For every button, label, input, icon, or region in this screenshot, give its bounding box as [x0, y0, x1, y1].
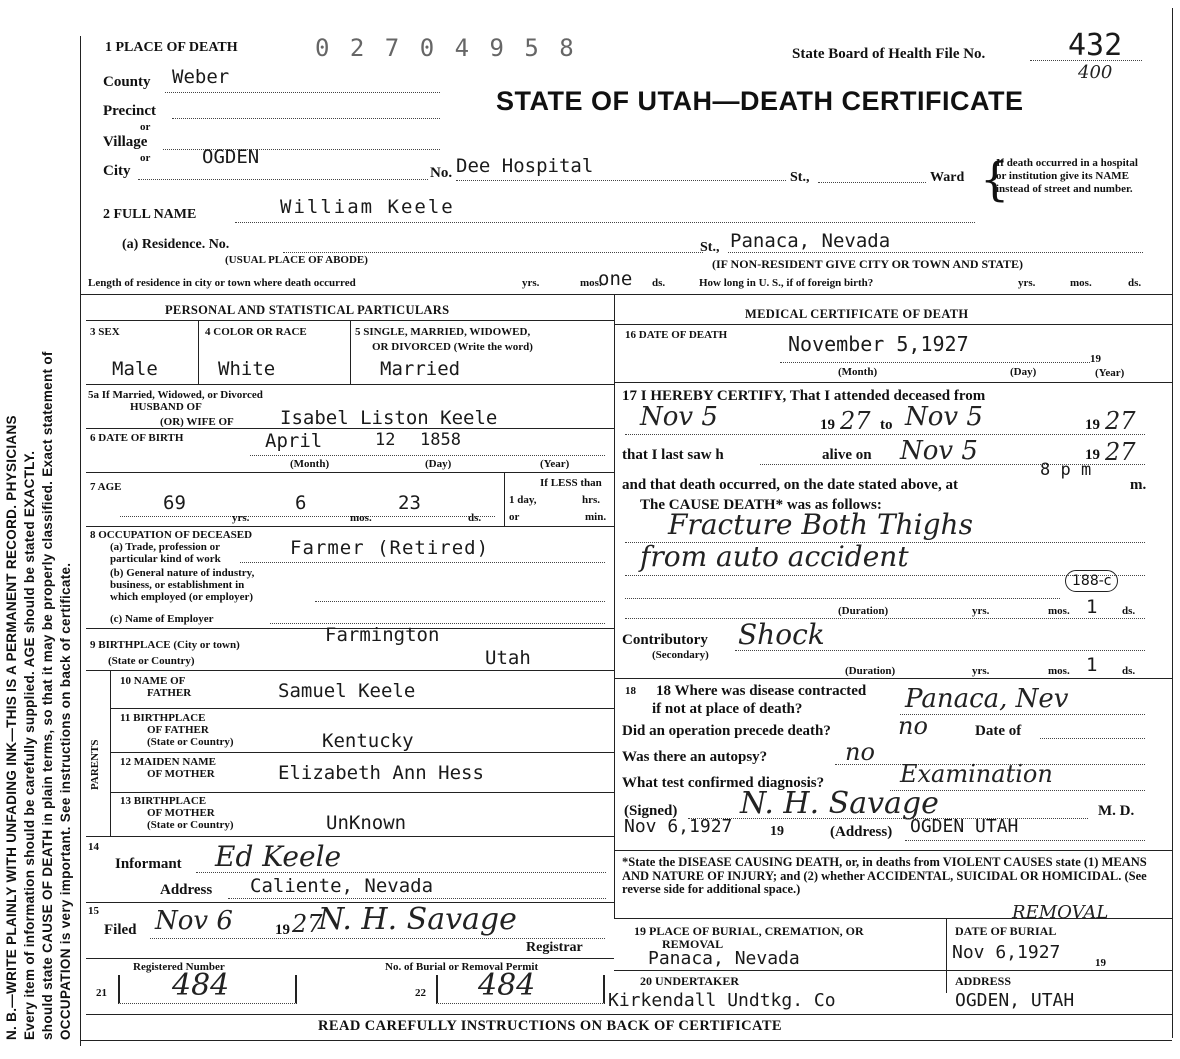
filed-date: Nov 6 [155, 906, 233, 936]
birthplace-sub: (State or Country) [108, 655, 195, 667]
residence-value: Panaca, Nevada [730, 230, 891, 252]
burial-date: Nov 6,1927 [952, 942, 1061, 963]
occupation-label: 8 OCCUPATION OF DECEASED [90, 529, 253, 541]
spouse-label-1: 5a If Married, Widowed, or Divorced [88, 389, 263, 401]
spouse-label-2: HUSBAND OF [130, 401, 202, 413]
city-value: OGDEN [202, 146, 260, 168]
cause-label: The CAUSE DEATH* was as follows: [640, 497, 882, 513]
father-row-line [110, 708, 614, 709]
medical-section-title: MEDICAL CERTIFICATE OF DEATH [745, 307, 969, 321]
spouse-value: Isabel Liston Keele [280, 407, 498, 429]
marital-label-1: 5 SINGLE, MARRIED, WIDOWED, [355, 326, 531, 338]
residence-note: (IF NON-RESIDENT GIVE CITY OR TOWN AND STATE) [712, 257, 1024, 271]
how-long-yrs: yrs. [1018, 277, 1036, 289]
contracted-value: Panaca, Nev [905, 684, 1069, 714]
reg-number-label: Registered Number [133, 961, 225, 973]
city-line [138, 179, 428, 180]
attended-to: Nov 5 [905, 402, 983, 432]
mother-bp-label-3: (State or Country) [147, 819, 234, 831]
county-label: County [103, 74, 151, 90]
residence-city-line [728, 252, 1143, 253]
age-row-line [86, 526, 614, 527]
occupation-b2: business, or establishment in [110, 579, 245, 591]
md-label: M. D. [1098, 803, 1135, 819]
contracted-no: 18 [625, 685, 636, 697]
full-name-line [235, 222, 975, 223]
alive-year-prefix: 19 [1085, 447, 1100, 463]
autopsy-value: no [845, 738, 875, 766]
spouse-label-3: (OR) WIFE OF [160, 416, 234, 428]
father-label-2: FATHER [147, 687, 192, 699]
length-label: Length of residence in city or town where death occurred [88, 277, 356, 289]
filed-year: 27 [292, 910, 323, 938]
date-row-line [614, 382, 1172, 383]
occupation-value: Farmer (Retired) [290, 537, 490, 559]
date-of-death-line [780, 362, 1090, 363]
date-of-death-value: November 5,1927 [788, 332, 969, 356]
contributory-row-line [614, 678, 1172, 679]
alive-on-label: alive on [822, 447, 872, 463]
burial-row-line [614, 970, 1172, 971]
birthplace-state: Utah [485, 647, 531, 669]
occurred-label: and that death occurred, on the date stated above, at [622, 477, 958, 493]
how-long-ds: ds. [1128, 277, 1142, 289]
informant-address-line [228, 898, 606, 899]
duration-1-days: 1 [1086, 596, 1098, 618]
date-year-prefix: 19 [1090, 353, 1101, 365]
age-days: 23 [398, 492, 421, 514]
filed-year-prefix: 19 [275, 922, 290, 938]
occupation-b: (b) General nature of industry, [110, 567, 255, 579]
dob-day: 12 [375, 430, 396, 450]
father-bp-value: Kentucky [322, 730, 414, 752]
or-2: or [140, 152, 151, 164]
operation-value: no [898, 712, 928, 740]
occupation-a2: particular kind of work [110, 553, 221, 565]
mother-row-line [110, 792, 614, 793]
personal-section-title: PERSONAL AND STATISTICAL PARTICULARS [165, 303, 450, 317]
st-line [818, 182, 926, 183]
duration-2-days: 1 [1086, 654, 1098, 676]
dob-month: April [265, 430, 323, 452]
cause-2: from auto accident [640, 540, 909, 573]
cause-1: Fracture Both Thighs [668, 508, 973, 541]
village-label: Village [103, 134, 148, 150]
undertaker-address: OGDEN, UTAH [955, 990, 1075, 1011]
residence-sub: (USUAL PLACE OF ABODE) [225, 254, 368, 266]
serial-stamp: 0 2 7 0 4 9 5 8 [315, 34, 577, 62]
parents-bottom-line [86, 836, 614, 837]
side-note-4: OCCUPATION is very important. See instructions on back of certificate. [58, 562, 73, 1040]
filed-row-line [86, 958, 614, 959]
signed-line [688, 818, 1088, 819]
residence-line [283, 252, 703, 253]
contracted-label-2: if not at place of death? [652, 701, 803, 717]
burial-permit-value: 484 [478, 968, 536, 1003]
father-bp-label-1: 11 BIRTHPLACE [120, 712, 206, 724]
reg-number-value: 484 [172, 968, 230, 1003]
center-divider [614, 294, 615, 918]
alive-on: Nov 5 [900, 436, 978, 466]
date-of-death-label: 16 DATE OF DEATH [625, 329, 728, 341]
attended-to-year-prefix: 19 [1085, 417, 1100, 433]
contracted-label-1: 18 Where was disease contracted [656, 683, 867, 699]
sex-row-line [86, 384, 614, 385]
reg-no-prefix: 21 [96, 987, 107, 999]
to-label: to [880, 417, 893, 433]
occupation-b-line [315, 601, 605, 602]
footer-top-line [86, 1014, 1172, 1015]
birthplace-label: 9 BIRTHPLACE (City or town) [90, 639, 240, 651]
dob-row-line [86, 472, 614, 473]
address-value: OGDEN UTAH [910, 816, 1019, 837]
no-label: No. [430, 165, 453, 181]
color-divider [350, 320, 351, 384]
mother-bp-label-1: 13 BIRTHPLACE [120, 795, 207, 807]
mother-bp-label-2: OF MOTHER [147, 807, 215, 819]
contributory-value: Shock [738, 618, 825, 651]
attended-line [625, 434, 1145, 435]
less-min: min. [585, 511, 607, 523]
test-value: Examination [900, 760, 1053, 788]
duration-1-mos: mos. [1048, 605, 1070, 617]
sex-value: Male [112, 358, 158, 380]
age-mos-caption: mos. [350, 512, 372, 524]
side-note-1: N. B.—WRITE PLAINLY WITH UNFADING INK—THIS IS A PERMANENT RECORD. PHYSICIANS [4, 415, 19, 1040]
mother-bp-value: UnKnown [326, 812, 407, 834]
county-value: Weber [172, 66, 230, 88]
dob-day-caption: (Day) [425, 458, 452, 470]
full-name-label: 2 FULL NAME [103, 207, 197, 222]
test-label: What test confirmed diagnosis? [622, 775, 825, 791]
date-of-label: Date of [975, 723, 1022, 739]
informant-line [196, 872, 606, 873]
age-yrs-caption: yrs. [232, 512, 250, 524]
ward-brace: { [980, 152, 1010, 206]
attended-from-year-prefix: 19 [820, 417, 835, 433]
registrar-signature: N. H. Savage [318, 902, 517, 937]
attended-from-year: 27 [840, 407, 871, 435]
dob-line [250, 455, 605, 456]
less-label-1: If LESS than [540, 477, 602, 489]
autopsy-label: Was there an autopsy? [622, 749, 768, 765]
father-bp-row-line [110, 752, 614, 753]
less-or: or [509, 511, 520, 523]
informant-label: Informant [115, 856, 182, 872]
sex-label: 3 SEX [90, 326, 120, 338]
frame-left [80, 36, 81, 1046]
file-no: 432 [1068, 28, 1123, 63]
less-divider [504, 472, 505, 526]
address-line [905, 840, 1145, 841]
signed-label: (Signed) [624, 803, 678, 819]
occupation-a: (a) Trade, profession or [110, 541, 220, 553]
time-value: 8 p m [1040, 460, 1092, 480]
ward-note: If death occurred in a hospital or institution give its NAME instead of street and number. [996, 157, 1138, 195]
burial-date-label: DATE OF BURIAL [955, 924, 1057, 938]
age-ds-caption: ds. [468, 512, 482, 524]
burial-place: Panaca, Nevada [648, 948, 800, 969]
address-label: (Address) [830, 824, 893, 840]
st-label: St., [790, 170, 810, 185]
cause-3-line [625, 598, 1060, 599]
duration-1-yrs: yrs. [972, 605, 990, 617]
how-long-mos: mos. [1070, 277, 1092, 289]
father-bp-label-3: (State or Country) [147, 736, 234, 748]
age-line [120, 516, 495, 517]
cause-footnote: *State the DISEASE CAUSING DEATH, or, in deaths from VIOLENT CAUSES state (1) MEANS AND NATURE OF INJURY; and (2) whether ACCIDENTAL, SUICIDAL OR HOMICIDAL. (See reverse side for additional space.) [622, 855, 1147, 896]
certify-label: 17 I HEREBY CERTIFY, That I attended deceased from [622, 388, 986, 404]
spouse-row-line [86, 428, 614, 429]
date-day-caption: (Day) [1010, 366, 1037, 378]
length-yrs: yrs. [522, 277, 540, 289]
birthplace-row-line [86, 670, 614, 671]
file-no-label: State Board of Health File No. [792, 46, 986, 62]
registrar-label: Registrar [526, 940, 583, 955]
burial-label-2: REMOVAL [662, 937, 724, 951]
operation-line [1040, 738, 1145, 739]
side-note-3: should state CAUSE OF DEATH in plain terms, so that it may be properly classified. Exact statement of [40, 351, 55, 1040]
color-value: White [218, 358, 276, 380]
medical-header-line [614, 324, 1172, 325]
informant-value: Ed Keele [215, 840, 342, 873]
duration-2-ds: ds. [1122, 665, 1136, 677]
duration-label-2: (Duration) [845, 665, 896, 677]
contracted-line [900, 714, 1145, 715]
frame-right [1172, 8, 1173, 1038]
signed-date: Nov 6,1927 [624, 816, 733, 837]
dob-year-caption: (Year) [540, 458, 570, 470]
sex-divider [198, 320, 199, 384]
attended-to-year: 27 [1105, 407, 1136, 435]
burial-divider [946, 918, 947, 993]
father-label-1: 10 NAME OF [120, 675, 186, 687]
how-long-label: How long in U. S., if of foreign birth? [699, 277, 874, 289]
last-saw-label: that I last saw h [622, 447, 724, 463]
date-year-caption: (Year) [1095, 367, 1125, 379]
certificate-title: STATE OF UTAH—DEATH CERTIFICATE [496, 86, 1024, 116]
informant-address-value: Caliente, Nevada [250, 875, 434, 897]
time-suffix: m. [1130, 477, 1147, 493]
ward-label: Ward [930, 170, 965, 185]
signed-year-prefix: 19 [770, 824, 784, 839]
occupation-line [240, 562, 605, 563]
contributory-label: Contributory [622, 632, 708, 648]
filed-label: Filed [104, 922, 137, 938]
dob-year: 1858 [420, 430, 461, 450]
date-month-caption: (Month) [838, 366, 878, 378]
full-name-value: William Keele [280, 196, 455, 218]
informant-address-label: Address [160, 882, 213, 898]
alive-year: 27 [1105, 438, 1136, 466]
father-value: Samuel Keele [278, 680, 416, 702]
marital-label-2: OR DIVORCED (Write the word) [372, 341, 533, 353]
length-mos-value: one [598, 268, 633, 290]
hospital-value: Dee Hospital [456, 155, 594, 177]
signed-row-line [614, 850, 1172, 851]
age-years: 69 [163, 492, 186, 514]
color-label: 4 COLOR OR RACE [205, 326, 307, 338]
duration-2-mos: mos. [1048, 665, 1070, 677]
dob-month-caption: (Month) [290, 458, 330, 470]
hospital-line [456, 180, 786, 181]
birthplace-city: Farmington [325, 624, 440, 646]
county-line [165, 92, 440, 93]
informant-no: 14 [88, 841, 99, 853]
precinct-line [172, 118, 440, 119]
file-no-note: 400 [1078, 62, 1113, 83]
body-top-line [80, 294, 1172, 295]
mother-label-2: OF MOTHER [147, 768, 215, 780]
father-bp-label-2: OF FATHER [147, 724, 209, 736]
undertaker-label: 20 UNDERTAKER [640, 974, 740, 988]
city-label: City [103, 163, 131, 179]
place-of-death-label: 1 PLACE OF DEATH [105, 40, 238, 55]
secondary-label: (Secondary) [652, 649, 709, 661]
residence-st-label: St., [700, 240, 720, 255]
burial-label-1: 19 PLACE OF BURIAL, CREMATION, OR [634, 924, 864, 938]
duration-1-ds: ds. [1122, 605, 1136, 617]
marital-value: Married [380, 358, 461, 380]
filed-no: 15 [88, 905, 99, 917]
parents-divider [110, 670, 111, 836]
employer-label: (c) Name of Employer [110, 613, 214, 625]
frame-bottom [80, 1040, 1172, 1041]
duration-label-1: (Duration) [838, 605, 889, 617]
duration-2-yrs: yrs. [972, 665, 990, 677]
attended-from: Nov 5 [640, 402, 718, 432]
burial-permit-label: No. of Burial or Removal Permit [385, 961, 539, 973]
age-months: 6 [295, 492, 307, 514]
burial-date-note: REMOVAL [1012, 902, 1109, 923]
contributory-line [735, 650, 1145, 651]
operation-label: Did an operation precede death? [622, 723, 831, 739]
undertaker-address-label: ADDRESS [955, 974, 1012, 988]
cause-code: 188-c [1065, 570, 1118, 592]
or-1: or [140, 121, 151, 133]
burial-no-prefix: 22 [415, 987, 426, 999]
undertaker-value: Kirkendall Undtkg. Co [608, 990, 836, 1011]
mother-value: Elizabeth Ann Hess [278, 762, 484, 784]
duration-1-line [625, 618, 1145, 619]
length-mos: mos. [580, 277, 602, 289]
age-label: 7 AGE [90, 481, 122, 493]
side-note-2: Every item of information should be carefully supplied. AGE should be stated EXACTLY. [22, 450, 37, 1040]
less-label-2: 1 day, [509, 494, 537, 506]
length-ds: ds. [652, 277, 666, 289]
signed-value: N. H. Savage [740, 786, 939, 821]
dob-label: 6 DATE OF BIRTH [90, 432, 184, 444]
residence-label: (a) Residence. No. [122, 237, 230, 252]
burial-year-prefix: 19 [1095, 957, 1106, 969]
precinct-label: Precinct [103, 103, 157, 119]
parents-label: PARENTS [89, 739, 101, 790]
less-hrs: hrs. [582, 494, 601, 506]
occupation-b3: which employed (or employer) [110, 591, 254, 603]
mother-label-1: 12 MAIDEN NAME [120, 756, 216, 768]
filed-line [150, 938, 605, 939]
footer-text: READ CAREFULLY INSTRUCTIONS ON BACK OF CERTIFICATE [318, 1018, 782, 1034]
